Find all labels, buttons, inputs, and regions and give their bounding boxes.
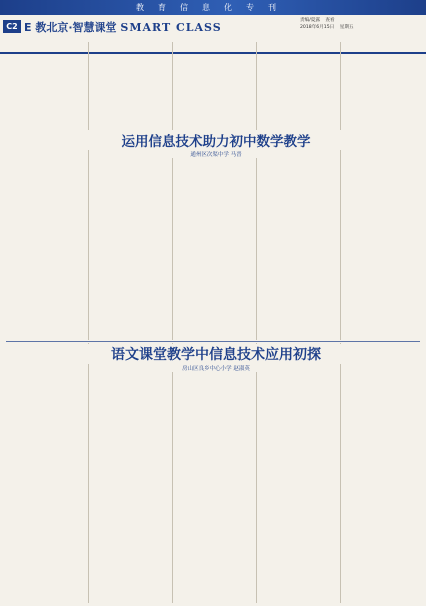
section-title <box>24 19 222 35</box>
meta-line-2 <box>300 24 424 31</box>
issue-date: 2018年6月15日 <box>300 25 335 30</box>
banner-title: 教育信息化专刊 <box>136 3 290 12</box>
masthead <box>0 15 426 39</box>
article-headline: 语文课堂教学中信息技术应用初探 <box>66 344 366 364</box>
column-divider <box>88 42 89 340</box>
column-divider <box>340 343 341 603</box>
editor-label: 责编/夏露 <box>300 18 320 23</box>
page-code-badge: C2 <box>3 20 21 33</box>
article-column <box>342 42 420 340</box>
proofreader-label: 查看 <box>325 18 335 23</box>
article-chinese <box>6 343 420 603</box>
section-title-cn: E 教北京·智慧课堂 <box>24 21 117 34</box>
issue-weekday: 星期五 <box>339 25 354 30</box>
column-divider <box>256 42 257 340</box>
article-byline: 房山区良乡中心小学 赵淑英 <box>166 364 266 372</box>
top-banner <box>0 0 426 15</box>
article-column <box>342 343 420 603</box>
article-byline: 通州区次渠中学 马晋 <box>166 150 266 158</box>
article-column <box>174 343 252 603</box>
article-headline: 运用信息技术助力初中数学教学 <box>66 130 366 150</box>
column-divider <box>256 343 257 603</box>
article-column <box>6 343 84 603</box>
section-title-en: SMART CLASS <box>120 21 222 34</box>
article-math <box>6 42 420 340</box>
article-column <box>6 42 84 340</box>
issue-meta <box>300 17 424 37</box>
article-separator <box>6 341 420 342</box>
meta-line-1 <box>300 17 424 24</box>
column-divider <box>172 343 173 603</box>
column-divider <box>340 42 341 340</box>
article-column <box>90 343 168 603</box>
article-column <box>258 42 336 340</box>
column-divider <box>172 42 173 340</box>
article-column <box>174 42 252 340</box>
article-column <box>258 343 336 603</box>
article-column <box>90 42 168 340</box>
column-divider <box>88 343 89 603</box>
